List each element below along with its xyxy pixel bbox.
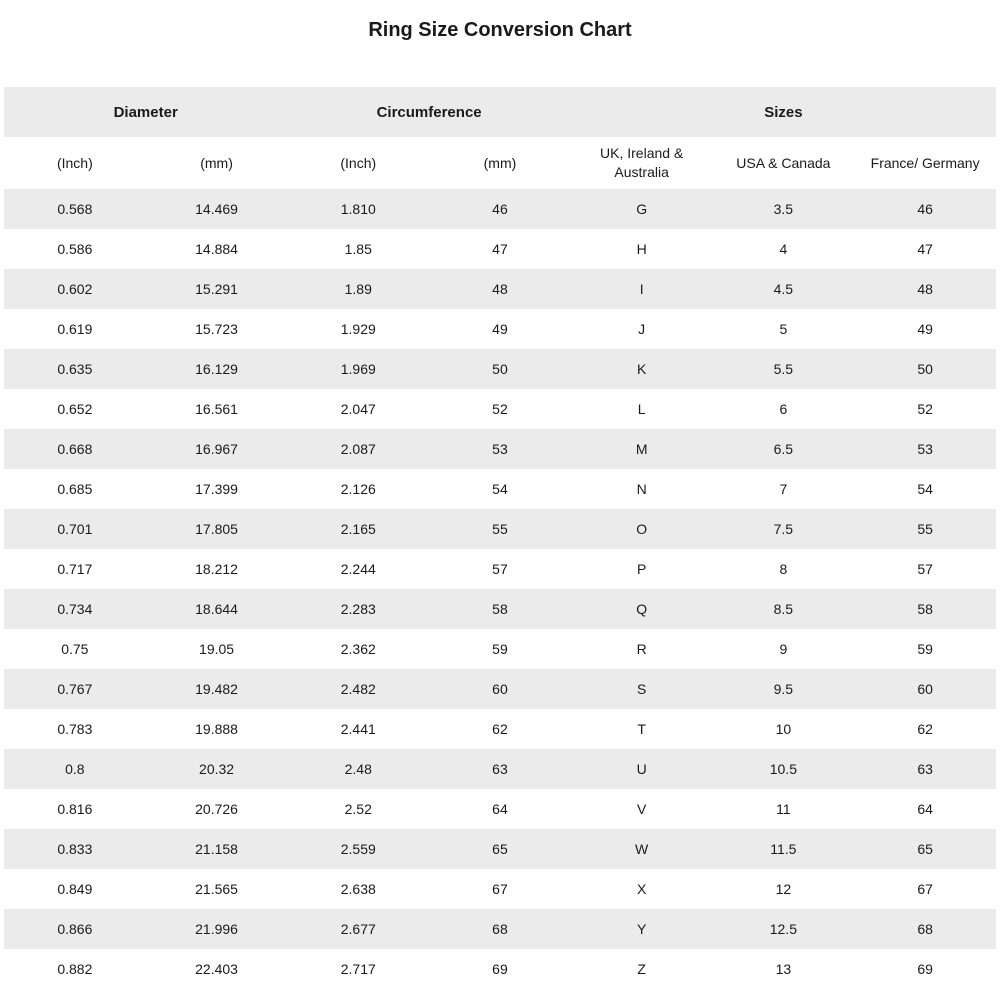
cell: 2.638: [340, 881, 376, 897]
cell: 17.805: [195, 521, 238, 537]
cell: 58: [917, 601, 933, 617]
cell: 0.816: [57, 801, 93, 817]
cell: 59: [917, 641, 933, 657]
cell: 65: [917, 841, 933, 857]
table-row: [4, 709, 996, 749]
cell: 53: [492, 441, 508, 457]
cell: 0.685: [57, 481, 93, 497]
cell: 0.882: [57, 961, 93, 977]
cell: 0.866: [57, 921, 93, 937]
cell: 2.559: [340, 841, 376, 857]
column-header-diameter-inch: (Inch): [56, 154, 93, 171]
cell: 2.126: [340, 481, 376, 497]
table-row: [4, 269, 996, 309]
cell: 10: [775, 721, 792, 737]
table-row: [4, 629, 996, 669]
column-header-diameter-mm: (mm): [200, 154, 233, 171]
cell: X: [636, 881, 647, 897]
cell: 19.888: [195, 721, 238, 737]
table-row: [4, 189, 996, 229]
cell: 13: [775, 961, 792, 977]
cell: 11.5: [770, 841, 797, 857]
cell: 63: [917, 761, 933, 777]
table-row: [4, 349, 996, 389]
cell: 4.5: [773, 281, 794, 297]
cell: 0.619: [57, 321, 93, 337]
cell: 47: [917, 241, 933, 257]
cell: 60: [492, 681, 508, 697]
cell: G: [636, 201, 648, 217]
cell: 15.723: [195, 321, 238, 337]
cell: 52: [492, 401, 508, 417]
cell: 48: [917, 281, 933, 297]
cell: 47: [492, 241, 508, 257]
table-row: [4, 669, 996, 709]
cell: 54: [492, 481, 508, 497]
cell: 0.849: [57, 881, 93, 897]
cell: 2.087: [340, 441, 376, 457]
cell: 69: [492, 961, 508, 977]
cell: 52: [917, 401, 933, 417]
cell: M: [635, 441, 648, 457]
cell: 0.652: [57, 401, 93, 417]
group-header-diameter: Diameter: [113, 103, 178, 121]
cell: 46: [917, 201, 933, 217]
cell: 7: [779, 481, 788, 497]
cell: 0.8: [65, 761, 85, 777]
cell: 15.291: [195, 281, 238, 297]
table-row: [4, 229, 996, 269]
cell: 18.644: [195, 601, 238, 617]
group-header-sizes: Sizes: [764, 103, 803, 121]
cell: 1.929: [340, 321, 376, 337]
cell: U: [636, 761, 647, 777]
cell: 0.833: [57, 841, 93, 857]
cell: 2.48: [344, 761, 372, 777]
table-row: [4, 589, 996, 629]
cell: 21.158: [195, 841, 238, 857]
cell: 8.5: [773, 601, 794, 617]
cell: R: [636, 641, 647, 657]
conversion-table: [4, 87, 996, 989]
cell: 2.047: [340, 401, 376, 417]
cell: K: [636, 361, 647, 377]
cell: 54: [917, 481, 933, 497]
cell: 49: [917, 321, 933, 337]
cell: 5.5: [773, 361, 794, 377]
cell: S: [636, 681, 647, 697]
cell: 0.717: [57, 561, 93, 577]
cell: 67: [492, 881, 508, 897]
cell: 69: [917, 961, 933, 977]
cell: 57: [917, 561, 933, 577]
column-header-france-germany: France/ Germany: [870, 154, 980, 171]
cell: 2.283: [340, 601, 376, 617]
table-row: [4, 509, 996, 549]
cell: 16.561: [195, 401, 238, 417]
cell: 16.129: [195, 361, 238, 377]
cell: J: [638, 321, 646, 337]
cell: 0.568: [57, 201, 93, 217]
cell: 9: [779, 641, 788, 657]
cell: 19.482: [195, 681, 238, 697]
cell: 16.967: [195, 441, 238, 457]
cell: 49: [492, 321, 508, 337]
cell: I: [639, 281, 644, 297]
cell: 21.565: [195, 881, 238, 897]
table-row: [4, 429, 996, 469]
cell: 0.767: [57, 681, 93, 697]
cell: 10.5: [769, 761, 797, 777]
table-row: [4, 789, 996, 829]
cell: 0.783: [57, 721, 93, 737]
table-row: [4, 909, 996, 949]
cell: Y: [636, 921, 647, 937]
table-row: [4, 549, 996, 589]
cell: 57: [492, 561, 508, 577]
table-row: [4, 949, 996, 989]
cell: 55: [492, 521, 508, 537]
column-header-usa-canada: USA & Canada: [736, 154, 831, 171]
cell: 19.05: [199, 641, 235, 657]
column-header-row: [4, 137, 996, 189]
cell: 2.441: [340, 721, 376, 737]
cell: N: [636, 481, 647, 497]
group-header-row: [4, 87, 996, 137]
cell: L: [637, 401, 646, 417]
cell: 60: [917, 681, 933, 697]
cell: 2.677: [340, 921, 376, 937]
table-row: [4, 869, 996, 909]
column-header-circumference-inch: (Inch): [340, 154, 377, 171]
cell: 12.5: [769, 921, 797, 937]
page-title: Ring Size Conversion Chart: [368, 19, 632, 41]
cell: 18.212: [195, 561, 238, 577]
cell: 2.362: [340, 641, 376, 657]
cell: 48: [492, 281, 508, 297]
table-row: [4, 469, 996, 509]
cell: O: [636, 521, 648, 537]
cell: Z: [637, 961, 646, 977]
cell: 62: [492, 721, 508, 737]
cell: 0.734: [57, 601, 93, 617]
cell: 7.5: [773, 521, 794, 537]
cell: 20.726: [195, 801, 238, 817]
cell: 9.5: [773, 681, 794, 697]
group-header-circumference: Circumference: [376, 103, 482, 121]
table-row: [4, 749, 996, 789]
cell: 20.32: [199, 761, 235, 777]
cell: 21.996: [195, 921, 238, 937]
cell: 64: [492, 801, 508, 817]
cell: V: [636, 801, 647, 817]
cell: 0.635: [57, 361, 93, 377]
cell: 0.602: [57, 281, 93, 297]
cell: 22.403: [195, 961, 238, 977]
cell: 4: [779, 241, 788, 257]
conversion-table-container: [4, 87, 996, 989]
cell: 68: [492, 921, 508, 937]
cell: 5: [779, 321, 788, 337]
cell: 1.85: [344, 241, 372, 257]
cell: 64: [917, 801, 933, 817]
cell: 6.5: [773, 441, 794, 457]
table-row: [4, 389, 996, 429]
cell: 62: [917, 721, 933, 737]
table-header: [4, 87, 996, 189]
cell: P: [636, 561, 647, 577]
cell: 8: [779, 561, 788, 577]
cell: 0.701: [57, 521, 93, 537]
cell: 46: [492, 201, 508, 217]
cell: 6: [779, 401, 788, 417]
cell: 14.884: [195, 241, 238, 257]
cell: 2.165: [340, 521, 376, 537]
cell: 0.586: [57, 241, 93, 257]
cell: 53: [917, 441, 933, 457]
column-header-uk-ireland-australia: UK, Ireland & Australia: [600, 145, 684, 180]
cell: 2.52: [344, 801, 372, 817]
cell: 58: [492, 601, 508, 617]
cell: 1.810: [340, 201, 376, 217]
column-header-circumference-mm: (mm): [483, 154, 517, 171]
table-body: [4, 189, 996, 989]
cell: W: [635, 841, 649, 857]
cell: Q: [636, 601, 648, 617]
cell: 1.89: [344, 281, 372, 297]
cell: 14.469: [195, 201, 238, 217]
cell: 67: [917, 881, 933, 897]
cell: 0.668: [57, 441, 93, 457]
cell: 63: [492, 761, 508, 777]
cell: 55: [917, 521, 933, 537]
cell: 50: [917, 361, 933, 377]
table-row: [4, 829, 996, 869]
cell: 59: [492, 641, 508, 657]
cell: H: [636, 241, 647, 257]
table-row: [4, 309, 996, 349]
cell: 12: [775, 881, 792, 897]
cell: 2.482: [340, 681, 376, 697]
cell: 11: [776, 801, 791, 817]
cell: 0.75: [61, 641, 89, 657]
cell: 2.717: [340, 961, 376, 977]
cell: 65: [492, 841, 508, 857]
cell: 2.244: [340, 561, 376, 577]
cell: 68: [917, 921, 933, 937]
cell: 17.399: [195, 481, 238, 497]
cell: 3.5: [773, 201, 794, 217]
cell: 50: [492, 361, 508, 377]
cell: T: [637, 721, 646, 737]
cell: 1.969: [340, 361, 376, 377]
